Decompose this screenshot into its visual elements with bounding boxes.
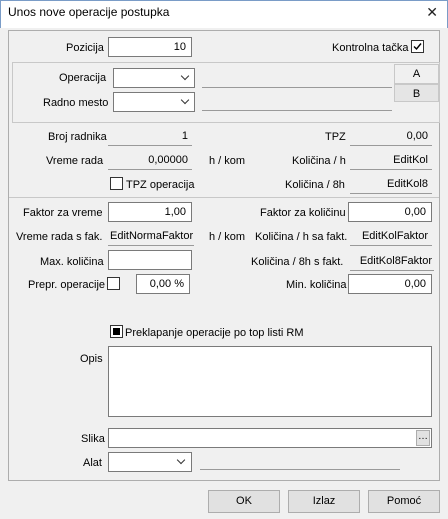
- checkbox-indeterminate-mark: [113, 328, 120, 335]
- vreme-rada-value: 0,00000: [108, 152, 192, 170]
- alat-naziv: [200, 452, 400, 470]
- tpz-operacija-checkbox[interactable]: [110, 177, 123, 190]
- min-kolicina-field[interactable]: 0,00: [348, 274, 432, 294]
- pozicija-field[interactable]: 10: [108, 37, 192, 57]
- pozicija-label: Pozicija: [66, 42, 104, 54]
- max-kolicina-field[interactable]: [108, 250, 192, 270]
- preklapanje-checkbox[interactable]: [110, 325, 123, 338]
- faktor-vreme-field[interactable]: 1,00: [108, 202, 192, 222]
- tpz-value: 0,00: [350, 128, 432, 146]
- operacija-label: Operacija: [59, 72, 107, 84]
- slika-field[interactable]: [108, 428, 432, 448]
- prepr-operacije-checkbox[interactable]: [107, 277, 120, 290]
- vreme-rada-fak-label: Vreme rada s fak.: [16, 231, 103, 243]
- vreme-rada-unit: h / kom: [209, 155, 246, 167]
- window-title: Unos nove operacije postupka: [8, 5, 170, 19]
- tab-b[interactable]: B: [394, 84, 439, 102]
- prepr-operacije-label: Prepr. operacije: [28, 279, 106, 291]
- opis-label: Opis: [80, 353, 103, 365]
- section-divider: [9, 197, 439, 198]
- faktor-kolicinu-label: Faktor za količinu: [260, 207, 346, 219]
- operacija-naziv: [202, 70, 392, 88]
- checkmark-icon: [412, 41, 423, 52]
- kolicina-h-fakt-value: EditKolFaktor: [350, 228, 432, 246]
- kolicina-8h-fakt-value: EditKol8Faktor: [350, 253, 434, 271]
- kolicina-8h-fakt-label: Količina / 8h s fakt.: [251, 256, 344, 268]
- tpz-operacija-label: TPZ operacija: [126, 179, 195, 191]
- vreme-rada-fak-value: EditNormaFaktor: [108, 228, 194, 246]
- kolicina-h-label: Količina / h: [292, 155, 346, 167]
- faktor-vreme-label: Faktor za vreme: [23, 207, 103, 219]
- kontrolna-tacka-checkbox[interactable]: [411, 40, 424, 53]
- kolicina-8h-value: EditKol8: [350, 176, 432, 194]
- tpz-label: TPZ: [325, 131, 346, 143]
- broj-radnika-value: 1: [108, 128, 192, 146]
- radno-mesto-naziv: [202, 93, 392, 111]
- faktor-kolicinu-field[interactable]: 0,00: [348, 202, 432, 222]
- pomoc-button[interactable]: Pomoć: [368, 490, 440, 513]
- min-kolicina-label: Min. količina: [286, 279, 347, 291]
- preklapanje-label: Preklapanje operacije po top listi RM: [125, 327, 304, 339]
- max-kolicina-label: Max. količina: [40, 256, 104, 268]
- izlaz-button[interactable]: Izlaz: [288, 490, 360, 513]
- kontrolna-tacka-label: Kontrolna tačka: [332, 42, 409, 54]
- vreme-rada-fak-unit: h / kom: [209, 231, 246, 243]
- slika-label: Slika: [81, 433, 105, 445]
- ok-button[interactable]: OK: [208, 490, 280, 513]
- close-icon[interactable]: ✕: [426, 4, 438, 20]
- kolicina-h-value: EditKol: [350, 152, 432, 170]
- opis-textarea[interactable]: [108, 346, 432, 417]
- tab-a[interactable]: A: [394, 64, 439, 84]
- vreme-rada-label: Vreme rada: [46, 155, 104, 167]
- radno-mesto-label: Radno mesto: [43, 97, 109, 109]
- prepr-operacije-field[interactable]: 0,00 %: [136, 274, 190, 294]
- kolicina-h-fakt-label: Količina / h sa fakt.: [255, 231, 348, 243]
- broj-radnika-label: Broj radnika: [48, 131, 107, 143]
- kolicina-8h-label: Količina / 8h: [285, 179, 345, 191]
- alat-label: Alat: [83, 457, 102, 469]
- browse-button[interactable]: …: [416, 430, 430, 446]
